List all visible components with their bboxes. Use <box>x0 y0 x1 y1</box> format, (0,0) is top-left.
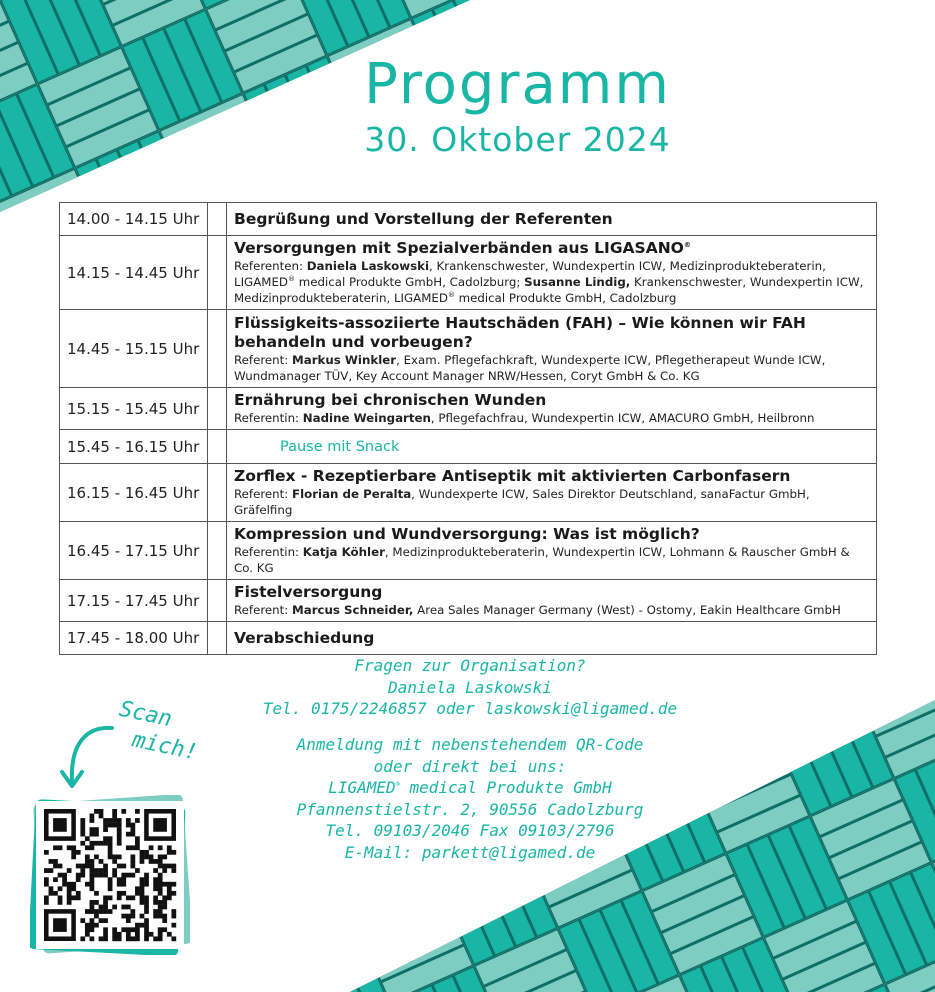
speaker-info: Referent: Florian de Peralta, Wundexperte ICW, Sales Direktor Deutschland, sanaFactur GmbH, Gräfelfing <box>234 487 810 517</box>
qr-code[interactable] <box>30 795 190 955</box>
registration-line: Anmeldung mit nebenstehendem QR-Code <box>296 735 644 754</box>
time-cell: 15.15 - 15.45 Uhr <box>60 388 208 430</box>
contact-name: Daniela Laskowski <box>388 677 552 697</box>
time-cell: 17.15 - 17.45 Uhr <box>60 580 208 622</box>
contact-phone-email[interactable]: Tel. 0175/2246857 oder laskowski@ligamed.de <box>262 699 678 718</box>
talk-title: Zorflex - Rezeptierbare Antiseptik mit aktivierten Carbonfasern <box>234 467 791 485</box>
scan-me-label <box>110 700 200 780</box>
speaker-name: Katja Köhler <box>302 545 385 559</box>
speaker-name: Marcus Schneider, <box>292 603 414 617</box>
table-row <box>60 430 877 464</box>
registration-info <box>220 734 720 863</box>
speaker-name: Daniela Laskowski <box>306 259 429 273</box>
arrow-icon <box>50 720 120 795</box>
speaker-name: Florian de Peralta <box>292 487 412 501</box>
table-row <box>60 622 877 655</box>
scan-text: mich! <box>129 727 200 766</box>
company-address: Pfannenstielstr. 2, 90556 Cadolzburg <box>296 799 644 819</box>
talk-title: Verabschiedung <box>234 628 375 647</box>
table-row <box>60 580 877 622</box>
event-date: 30. Oktober 2024 <box>364 120 671 159</box>
company-email[interactable]: E-Mail: parkett@ligamed.de <box>344 842 596 862</box>
contact-heading: Fragen zur Organisation? <box>354 656 586 675</box>
table-row <box>60 388 877 430</box>
table-row <box>60 236 877 310</box>
qr-code-icon <box>30 795 190 955</box>
table-row <box>60 310 877 388</box>
time-cell: 14.45 - 15.15 Uhr <box>60 310 208 388</box>
scan-text: Scan <box>117 700 175 733</box>
company-name: LIGAMED® medical Produkte GmbH <box>328 778 612 797</box>
company-phone-fax: Tel. 09103/2046 Fax 09103/2796 <box>325 821 615 840</box>
registration-line: oder direkt bei uns: <box>373 756 567 776</box>
talk-title: Versorgungen mit Spezialverbänden aus LIGASANO® <box>234 239 691 257</box>
pause-label: Pause mit Snack <box>280 438 400 455</box>
talk-title: Ernährung bei chronischen Wunden <box>234 391 547 409</box>
speaker-name: Nadine Weingarten <box>302 411 431 425</box>
speaker-info: Referentin: Nadine Weingarten, Pflegefachfrau, Wundexpertin ICW, AMACURO GmbH, Heilbronn <box>234 411 815 425</box>
talk-title: Begrüßung und Vorstellung der Referenten <box>234 209 613 228</box>
speaker-info: Referentin: Katja Köhler, Medizinprodukteberaterin, Wundexpertin ICW, Lohmann & Rauscher GmbH & Co. KG <box>234 545 850 575</box>
time-cell: 14.15 - 14.45 Uhr <box>60 236 208 310</box>
time-cell: 17.45 - 18.00 Uhr <box>60 622 208 655</box>
speaker-info: Referent: Marcus Schneider, Area Sales Manager Germany (West) - Ostomy, Eakin Healthcare GmbH <box>234 603 841 617</box>
time-cell: 14.00 - 14.15 Uhr <box>60 203 208 236</box>
time-cell: 16.15 - 16.45 Uhr <box>60 464 208 522</box>
time-cell: 15.45 - 16.15 Uhr <box>60 430 208 464</box>
talk-title: Fistelversorgung <box>234 583 383 601</box>
table-row <box>60 203 877 236</box>
table-row <box>60 464 877 522</box>
speaker-name: Susanne Lindig, <box>524 275 631 289</box>
talk-title: Kompression und Wundversorgung: Was ist möglich? <box>234 525 700 543</box>
talk-title: Flüssigkeits-assoziierte Hautschäden (FAH) – Wie können wir FAH behandeln und vorbeugen? <box>234 313 806 351</box>
program-table <box>59 202 877 655</box>
organisation-contact <box>220 655 720 720</box>
speaker-name: Markus Winkler <box>292 352 397 367</box>
speaker-info: Referenten: Daniela Laskowski, Krankenschwester, Wundexpertin ICW, Medizinprodukteberaterin, LIGAMED® medical Produkte GmbH, Cadolzburg; Susanne Lindig, Krankenschwester, Wundexpertin ICW, Medizinprodukteberaterin, LIGAMED® medical Produkte GmbH, Cadolzburg <box>234 259 864 305</box>
time-cell: 16.45 - 17.15 Uhr <box>60 522 208 580</box>
table-row <box>60 522 877 580</box>
page-title: Programm <box>364 52 671 117</box>
speaker-info: Referent: Markus Winkler, Exam. Pflegefachkraft, Wundexperte ICW, Pflegetherapeut Wunde ICW, Wundmanager TÜV, Key Account Manager NRW/Hessen, Coryt GmbH & Co. KG <box>234 352 826 383</box>
